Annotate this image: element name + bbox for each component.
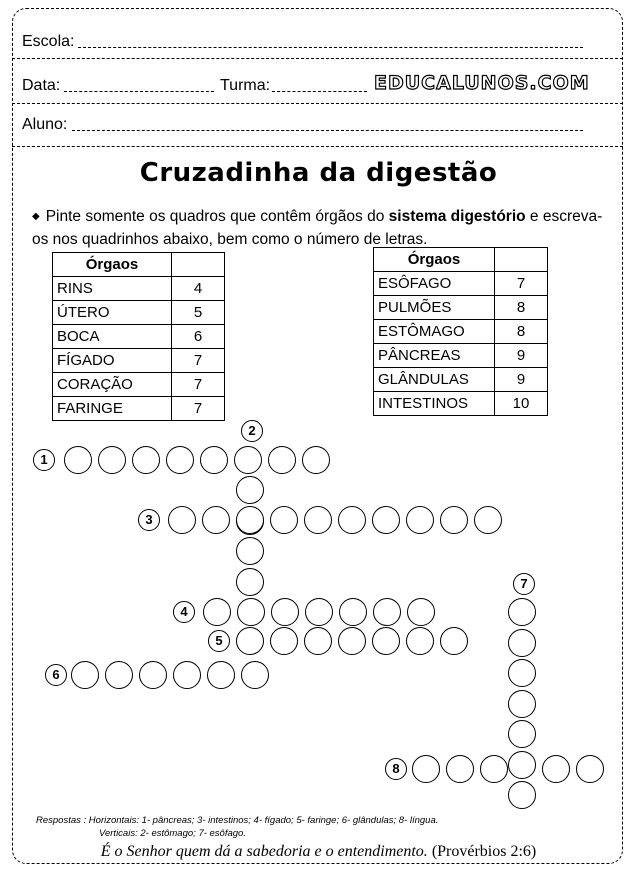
table-row[interactable] bbox=[374, 296, 548, 320]
table-header-row bbox=[53, 253, 225, 277]
letter-box[interactable] bbox=[304, 627, 332, 655]
letter-box[interactable] bbox=[168, 506, 196, 534]
letter-box[interactable] bbox=[98, 446, 126, 474]
letter-box[interactable] bbox=[407, 598, 435, 626]
letter-box[interactable] bbox=[338, 627, 366, 655]
letter-box[interactable] bbox=[241, 661, 269, 689]
letters-cell: 10 bbox=[495, 392, 548, 416]
letter-box[interactable] bbox=[508, 598, 536, 626]
letter-box[interactable] bbox=[236, 476, 264, 504]
letter-box[interactable] bbox=[338, 506, 366, 534]
instructions bbox=[32, 206, 618, 250]
letters-cell: 8 bbox=[495, 320, 548, 344]
letters-cell: 6 bbox=[172, 325, 225, 349]
table-row[interactable] bbox=[53, 325, 225, 349]
student-field[interactable] bbox=[72, 130, 583, 131]
divider bbox=[12, 146, 623, 147]
letter-box[interactable] bbox=[166, 446, 194, 474]
answers bbox=[36, 814, 438, 840]
letter-box[interactable] bbox=[508, 690, 536, 718]
table-row[interactable] bbox=[53, 277, 225, 301]
table-row[interactable] bbox=[374, 392, 548, 416]
letter-box[interactable] bbox=[105, 661, 133, 689]
letter-box[interactable] bbox=[71, 661, 99, 689]
clue-number: 7 bbox=[513, 573, 535, 595]
organ-cell[interactable]: CORAÇÃO bbox=[53, 373, 172, 397]
letter-box[interactable] bbox=[236, 627, 264, 655]
organ-cell[interactable]: BOCA bbox=[53, 325, 172, 349]
organ-cell[interactable]: ÚTERO bbox=[53, 301, 172, 325]
letter-box[interactable] bbox=[446, 755, 474, 783]
verse-reference: (Provérbios 2:6) bbox=[431, 843, 537, 860]
letter-box[interactable] bbox=[576, 755, 604, 783]
organ-cell[interactable]: ESÔFAGO bbox=[374, 272, 495, 296]
organ-cell[interactable]: PULMÕES bbox=[374, 296, 495, 320]
table-row[interactable] bbox=[374, 344, 548, 368]
table-row[interactable] bbox=[53, 349, 225, 373]
letter-box[interactable] bbox=[406, 506, 434, 534]
letter-box[interactable] bbox=[480, 755, 508, 783]
student-label: Aluno: bbox=[22, 116, 68, 133]
letter-box[interactable] bbox=[203, 598, 231, 626]
clue-number: 8 bbox=[385, 758, 407, 780]
table-header: Órgaos bbox=[374, 248, 495, 272]
table-row[interactable] bbox=[374, 368, 548, 392]
letter-box[interactable] bbox=[302, 446, 330, 474]
letter-box[interactable] bbox=[440, 627, 468, 655]
letters-cell: 7 bbox=[172, 397, 225, 421]
clue-number: 4 bbox=[173, 601, 195, 623]
page-title: Cruzadinha da digestão bbox=[139, 158, 498, 188]
clue-number: 6 bbox=[45, 664, 67, 686]
letter-box[interactable] bbox=[542, 755, 570, 783]
letter-box[interactable] bbox=[508, 781, 536, 809]
letter-box[interactable] bbox=[270, 627, 298, 655]
clue-number: 5 bbox=[208, 630, 230, 652]
letter-box[interactable] bbox=[207, 661, 235, 689]
letters-cell: 5 bbox=[172, 301, 225, 325]
table-row[interactable] bbox=[374, 320, 548, 344]
answers-line: Verticais: 2- estômago; 7- esôfago. bbox=[99, 828, 246, 839]
bible-verse bbox=[0, 843, 637, 861]
class-label: Turma: bbox=[220, 77, 271, 94]
answers-line: Respostas : Horizontais: 1- pâncreas; 3- intestinos; 4- fígado; 5- faringe; 6- glândulas; 8- língua. bbox=[36, 815, 439, 826]
letter-box[interactable] bbox=[304, 506, 332, 534]
letter-box[interactable] bbox=[236, 568, 264, 596]
letter-box[interactable] bbox=[271, 598, 299, 626]
letter-box[interactable] bbox=[508, 659, 536, 687]
organ-cell[interactable]: ESTÔMAGO bbox=[374, 320, 495, 344]
letter-box[interactable] bbox=[412, 755, 440, 783]
letter-box[interactable] bbox=[508, 629, 536, 657]
instructions-text: Pinte somente os quadros que contêm órgãos do bbox=[45, 208, 389, 225]
letters-cell: 7 bbox=[172, 349, 225, 373]
letter-box[interactable] bbox=[173, 661, 201, 689]
letters-cell: 8 bbox=[495, 296, 548, 320]
letter-box[interactable] bbox=[202, 506, 230, 534]
organ-cell[interactable]: FÍGADO bbox=[53, 349, 172, 373]
letter-box[interactable] bbox=[132, 446, 160, 474]
letters-cell: 9 bbox=[495, 344, 548, 368]
organ-cell[interactable]: PÂNCREAS bbox=[374, 344, 495, 368]
organ-cell[interactable]: INTESTINOS bbox=[374, 392, 495, 416]
letter-box[interactable] bbox=[339, 598, 367, 626]
letter-box[interactable] bbox=[236, 506, 264, 534]
letters-cell: 7 bbox=[172, 373, 225, 397]
table-row[interactable] bbox=[53, 397, 225, 421]
educalunos-logo: EDUCALUNOS.COM bbox=[374, 72, 590, 94]
bullet-icon: ◆ bbox=[32, 211, 40, 222]
date-label: Data: bbox=[22, 77, 61, 94]
table-header: Órgaos bbox=[53, 253, 172, 277]
letter-box[interactable] bbox=[270, 506, 298, 534]
instructions-text: e escreva-os nos quadrinhos abaixo, bem como o número de letras. bbox=[32, 208, 603, 248]
organs-table-left bbox=[52, 252, 225, 421]
class-field[interactable] bbox=[272, 91, 367, 92]
organ-cell[interactable]: FARINGE bbox=[53, 397, 172, 421]
letter-box[interactable] bbox=[200, 446, 228, 474]
table-header-count bbox=[172, 253, 225, 277]
divider bbox=[12, 103, 623, 104]
letter-box[interactable] bbox=[474, 506, 502, 534]
letters-cell: 9 bbox=[495, 368, 548, 392]
letter-box[interactable] bbox=[508, 751, 536, 779]
letter-box[interactable] bbox=[236, 537, 264, 565]
organs-table-right bbox=[373, 247, 548, 416]
letter-box[interactable] bbox=[268, 446, 296, 474]
letter-box[interactable] bbox=[234, 446, 262, 474]
letter-box[interactable] bbox=[372, 627, 400, 655]
table-header-count bbox=[495, 248, 548, 272]
letter-box[interactable] bbox=[440, 506, 468, 534]
letter-box[interactable] bbox=[237, 598, 265, 626]
clue-number: 1 bbox=[33, 449, 55, 471]
table-row[interactable] bbox=[374, 272, 548, 296]
table-row[interactable] bbox=[53, 301, 225, 325]
verse-text: É o Senhor quem dá a sabedoria e o entendimento. bbox=[100, 843, 428, 860]
table-row[interactable] bbox=[53, 373, 225, 397]
letter-box[interactable] bbox=[305, 598, 333, 626]
letter-box[interactable] bbox=[372, 506, 400, 534]
table-header-row bbox=[374, 248, 548, 272]
divider bbox=[12, 58, 623, 59]
letter-box[interactable] bbox=[373, 598, 401, 626]
date-field[interactable] bbox=[64, 91, 214, 92]
letter-box[interactable] bbox=[64, 446, 92, 474]
letter-box[interactable] bbox=[508, 720, 536, 748]
organ-cell[interactable]: RINS bbox=[53, 277, 172, 301]
clue-number: 2 bbox=[241, 420, 263, 442]
school-label: Escola: bbox=[22, 33, 75, 50]
clue-number: 3 bbox=[138, 509, 160, 531]
letters-cell: 7 bbox=[495, 272, 548, 296]
letter-box[interactable] bbox=[406, 627, 434, 655]
letter-box[interactable] bbox=[139, 661, 167, 689]
school-field[interactable] bbox=[78, 47, 583, 48]
instructions-bold: sistema digestório bbox=[388, 208, 526, 225]
letters-cell: 4 bbox=[172, 277, 225, 301]
organ-cell[interactable]: GLÂNDULAS bbox=[374, 368, 495, 392]
